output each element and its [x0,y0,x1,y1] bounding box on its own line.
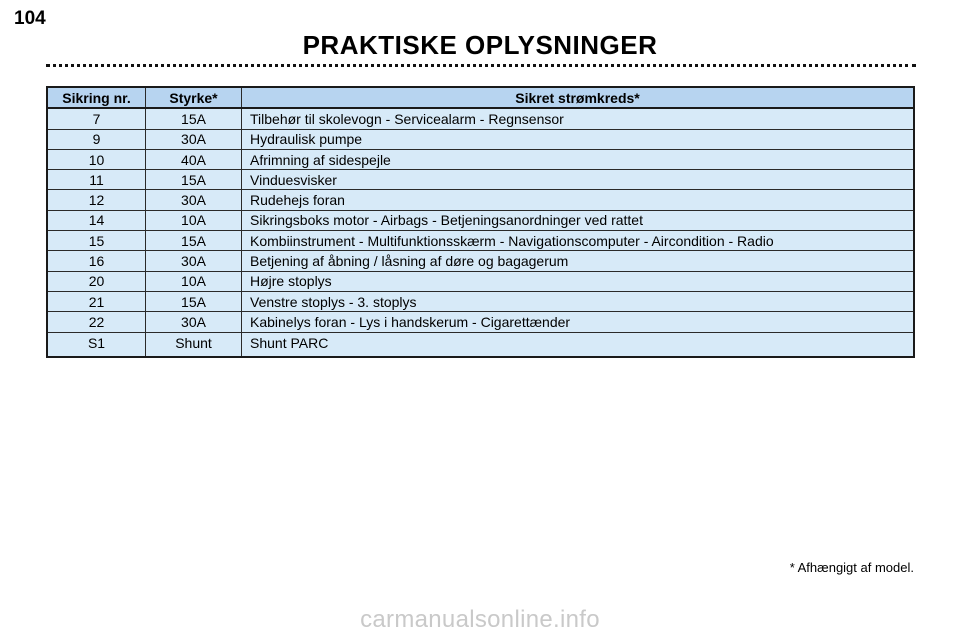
amperage-cell: Shunt [146,332,242,357]
table-row [47,332,914,357]
table-row [47,291,914,311]
amperage-cell: 30A [146,312,242,332]
table-row [47,129,914,149]
amperage-cell: 30A [146,251,242,271]
circuit-cell: Kombiinstrument - Multifunktionsskærm - Navigationscomputer - Aircondition - Radio [242,231,915,251]
circuit-cell: Venstre stoplys - 3. stoplys [242,291,915,311]
amperage-cell: 40A [146,149,242,169]
circuit-cell: Rudehejs foran [242,190,915,210]
fuse-number-cell: 12 [47,190,146,210]
circuit-cell: Afrimning af sidespejle [242,149,915,169]
amperage-cell: 15A [146,291,242,311]
circuit-cell: Tilbehør til skolevogn - Servicealarm - Regnsensor [242,108,915,129]
table-row [47,170,914,190]
footnote: * Afhængigt af model. [789,560,914,575]
dotted-divider [46,64,916,67]
amperage-cell: 30A [146,129,242,149]
amperage-cell: 15A [146,170,242,190]
fuse-table [46,86,915,358]
table-row [47,190,914,210]
amperage-cell: 10A [146,210,242,230]
table-row [47,271,914,291]
table-header-row [47,87,914,108]
site-watermark: carmanualsonline.info [360,606,600,633]
circuit-cell: Højre stoplys [242,271,915,291]
fuse-number-cell: 11 [47,170,146,190]
amperage-cell: 30A [146,190,242,210]
circuit-cell: Hydraulisk pumpe [242,129,915,149]
fuse-number-cell: 9 [47,129,146,149]
amperage-cell: 15A [146,108,242,129]
page-number: 104 [14,8,46,29]
amperage-cell: 10A [146,271,242,291]
circuit-cell: Shunt PARC [242,332,915,357]
table-row [47,210,914,230]
table-row [47,312,914,332]
fuse-number-cell: 20 [47,271,146,291]
circuit-cell: Betjening af åbning / låsning af døre og bagagerum [242,251,915,271]
page-title: PRAKTISKE OPLYSNINGER [302,30,658,60]
table-row [47,108,914,129]
fuse-number-cell: 14 [47,210,146,230]
table-row [47,251,914,271]
fuse-number-cell: 7 [47,108,146,129]
fuse-number-cell: 22 [47,312,146,332]
fuse-number-cell: 10 [47,149,146,169]
circuit-cell: Sikringsboks motor - Airbags - Betjeningsanordninger ved rattet [242,210,915,230]
fuse-number-cell: 21 [47,291,146,311]
fuse-number-cell: S1 [47,332,146,357]
fuse-number-cell: 15 [47,231,146,251]
fuse-number-cell: 16 [47,251,146,271]
amperage-cell: 15A [146,231,242,251]
table-row [47,149,914,169]
header-fuse-number: Sikring nr. [47,87,146,108]
header-amperage: Styrke* [146,87,242,108]
table-row [47,231,914,251]
header-protected-circuit: Sikret strømkreds* [242,87,915,108]
circuit-cell: Vinduesvisker [242,170,915,190]
circuit-cell: Kabinelys foran - Lys i handskerum - Cigarettænder [242,312,915,332]
